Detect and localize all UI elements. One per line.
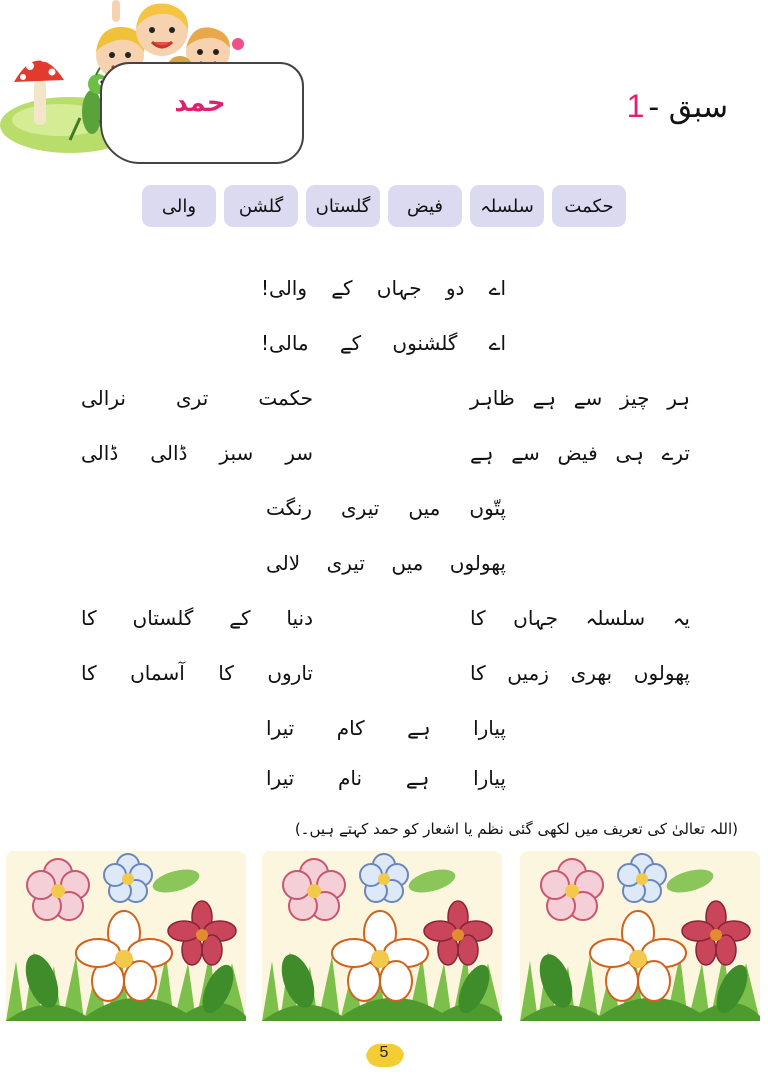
- poem-line: [81, 606, 313, 630]
- lesson-label: [627, 88, 728, 125]
- poem-word: ہے: [470, 441, 494, 465]
- poem-line: [470, 606, 690, 630]
- lesson-word: سبق -: [648, 90, 728, 125]
- poem-word: پیارا: [473, 766, 506, 790]
- poem-word: تیرا: [266, 716, 295, 740]
- poem-word: سے: [573, 386, 603, 410]
- poem-word: زمیں: [507, 661, 549, 685]
- poem-word: اے: [488, 331, 506, 355]
- vocab-chip: والی: [142, 185, 216, 227]
- page-number: 5: [379, 1044, 389, 1061]
- poem-word: پتّوں: [469, 496, 506, 520]
- poem-line: [81, 441, 313, 465]
- footnote: (اللہ تعالیٰ کی تعریف میں لکھی گئی نظم یا اشعار کو حمد کہتے ہیں۔): [294, 820, 738, 838]
- flowers-illustration: [0, 846, 768, 1026]
- poem-word: سے: [511, 441, 540, 465]
- poem-word: کے: [229, 606, 251, 630]
- poem-word: دو: [445, 276, 465, 300]
- poem-line: [261, 276, 506, 300]
- poem-word: کا: [81, 606, 97, 630]
- poem-word: چیز: [620, 386, 650, 410]
- poem-word: رنگت: [266, 496, 312, 520]
- poem-word: تری: [176, 386, 209, 410]
- page-title: حمد: [174, 88, 226, 118]
- vocab-chip: گلشن: [224, 185, 298, 227]
- poem-word: تیری: [326, 551, 365, 575]
- poem-word: سبز: [219, 441, 254, 465]
- poem-word: کا: [470, 606, 486, 630]
- poem-word: جہاں: [376, 276, 422, 300]
- poem-word: آسماں: [130, 661, 185, 685]
- poem-word: مالی!: [261, 331, 309, 355]
- poem-word: ہے: [405, 766, 430, 790]
- poem-word: تاروں: [267, 661, 313, 685]
- vocab-chip: حکمت: [552, 185, 626, 227]
- poem-word: تیری: [341, 496, 380, 520]
- poem-word: تیرا: [266, 766, 295, 790]
- poem-word: ہر: [667, 386, 690, 410]
- flower-panel: [520, 851, 760, 1021]
- poem-word: کام: [336, 716, 365, 740]
- poem-word: اے: [488, 276, 506, 300]
- poem-word: فیض: [557, 441, 598, 465]
- flower-panel: [262, 851, 502, 1021]
- poem-word: لالی: [266, 551, 301, 575]
- vocab-chip: گلستاں: [306, 185, 380, 227]
- poem-line: [266, 496, 506, 520]
- poem-line: [266, 766, 506, 790]
- poem-word: پیارا: [473, 716, 506, 740]
- poem-word: گلشنوں: [392, 331, 458, 355]
- poem-word: ہی: [615, 441, 644, 465]
- poem-word: گلستاں: [132, 606, 194, 630]
- poem-word: کے: [331, 276, 353, 300]
- poem-word: نام: [338, 766, 363, 790]
- poem-word: سلسلہ: [585, 606, 646, 630]
- poem-line: [266, 551, 506, 575]
- poem-line: [81, 386, 313, 410]
- mushroom-stem: [34, 80, 46, 125]
- poem-word: دنیا: [286, 606, 313, 630]
- poem-line: [81, 661, 313, 685]
- vocab-chip: فیض: [388, 185, 462, 227]
- poem-word: کا: [218, 661, 234, 685]
- vocab-chip: سلسلہ: [470, 185, 544, 227]
- poem-word: ترے: [661, 441, 690, 465]
- poem-word: نرالی: [81, 386, 126, 410]
- poem-word: جہاں: [513, 606, 559, 630]
- poem-line: [266, 716, 506, 740]
- poem-line: [261, 331, 506, 355]
- poem-word: یہ: [672, 606, 690, 630]
- poem-word: کا: [470, 661, 486, 685]
- poem-word: ہے: [407, 716, 431, 740]
- poem-word: سر: [285, 441, 313, 465]
- poem-word: کا: [81, 661, 97, 685]
- poem-word: ہے: [532, 386, 557, 410]
- flower-panel: [6, 851, 246, 1021]
- vocabulary-row: [140, 185, 626, 227]
- poem-word: میں: [408, 496, 441, 520]
- poem-word: ڈالی: [81, 441, 119, 465]
- poem-word: میں: [391, 551, 424, 575]
- poem-line: [470, 386, 690, 410]
- poem-word: والی!: [261, 276, 308, 300]
- lesson-number: 1: [626, 88, 645, 124]
- poem-line: [470, 661, 690, 685]
- poem-word: ڈالی: [150, 441, 188, 465]
- poem-word: پھولوں: [633, 661, 690, 685]
- poem-word: حکمت: [258, 386, 313, 410]
- poem-word: ظاہر: [470, 386, 515, 410]
- poem-word: کے: [339, 331, 362, 355]
- poem-word: بھری: [570, 661, 613, 685]
- poem-line: [470, 441, 690, 465]
- poem-word: پھولوں: [449, 551, 506, 575]
